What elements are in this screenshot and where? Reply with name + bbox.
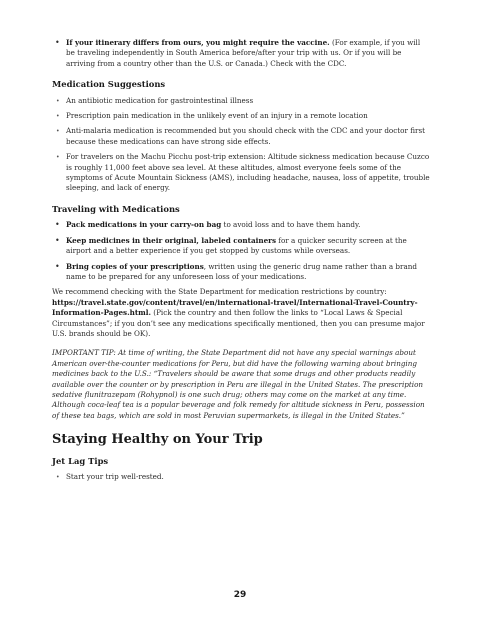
important-tip: IMPORTANT TIP: At time of writing, the State Department did not have any special warnings about American over-the-counter medications for Peru, but did have the following warning about bringing medicines back to the U.S.: “Travelers should be aware that some drugs and other products readily available over the counter or by prescription in Peru are illegal in the United States. The prescription sedative flunitrazepam (Rohypnol) is one such drug; others may come on the market at any time. Although coca-leaf tea is a popular beverage and folk remedy for altitude sickness in Peru, possession of these tea bags, which are sold in most Peruvian supermarkets, is illegal in the United States.” xyxy=(52,348,425,420)
list-item-bold: Pack medications in your carry-on bag xyxy=(66,220,222,230)
list-item xyxy=(52,262,430,283)
list-item xyxy=(52,220,430,230)
list-item xyxy=(52,126,430,147)
bullet-icon: • xyxy=(55,220,60,230)
list-item xyxy=(52,472,430,482)
list-item xyxy=(52,111,430,121)
traveling-list xyxy=(52,220,430,282)
list-item-text: Anti-malaria medication is recommended but you should check with the CDC and your doctor first because these medications can have strong side effects. xyxy=(66,126,426,146)
traveling-heading: Traveling with Medications xyxy=(52,203,180,214)
list-item-text: Start your trip well-rested. xyxy=(66,472,164,481)
list-item-text: to avoid loss and to have them handy. xyxy=(221,220,361,230)
list-item-bold: Bring copies of your prescriptions xyxy=(66,261,204,271)
medication-heading: Medication Suggestions xyxy=(52,79,166,90)
list-item xyxy=(52,96,430,106)
list-item-text: for a quicker security screen at the airport and a better experience if you get stopped by customs while overseas. xyxy=(66,235,407,256)
list-item-text: (For example, if you will be traveling independently in South America before/after your trip with us. Or if you will be arriving from a country other than the U.S. or Canada.) Check with the CDC. xyxy=(66,38,421,68)
bullet-icon: • xyxy=(56,97,60,105)
jetlag-list xyxy=(52,472,430,482)
page-number: 29 xyxy=(233,590,247,600)
medication-list xyxy=(52,96,430,194)
bullet-icon: • xyxy=(56,113,60,121)
list-item-text: Prescription pain medication in the unlikely event of an injury in a remote location xyxy=(66,111,368,121)
section-title: Staying Healthy on Your Trip xyxy=(52,432,263,448)
list-item xyxy=(52,38,430,69)
vaccine-list xyxy=(52,38,430,69)
page-content xyxy=(52,38,430,487)
state-department-link[interactable]: https://travel.state.gov/content/travel/en/international-travel/International-Travel-Country-Information-Pages.html. xyxy=(52,297,418,318)
bullet-icon: • xyxy=(55,261,60,271)
list-item-bold: If your itinerary differs from ours, you might require the vaccine. xyxy=(66,38,330,47)
bullet-icon: • xyxy=(56,154,60,162)
bullet-icon: • xyxy=(56,128,60,136)
list-item xyxy=(52,236,430,257)
list-item-bold: Keep medicines in their original, labeled containers xyxy=(66,235,276,245)
bullet-icon: • xyxy=(56,474,60,481)
paragraph-intro: We recommend checking with the State Department for medication restrictions by country: xyxy=(52,287,387,297)
state-department-paragraph xyxy=(52,287,430,339)
list-item-text: , written using the generic drug name rather than a brand name to be prepared for any unforeseen loss of your medications. xyxy=(66,261,417,281)
bullet-icon: • xyxy=(55,38,60,47)
jetlag-heading: Jet Lag Tips xyxy=(52,455,109,466)
paragraph-rest: (Pick the country and then follow the links to “Local Laws & Special Circumstances”; if you don’t see any medications specifically mentioned, then you can presume major U.S. brands should be OK). xyxy=(52,308,425,338)
bullet-icon: • xyxy=(55,235,60,245)
list-item-text: For travelers on the Machu Picchu post-trip extension: Altitude sickness medication because Cuzco is roughly 11,000 feet above sea level. At these altitudes, almost everyone feels some of the symptoms of Acute Mountain Sickness (AMS), including headache, nausea, loss of appetite, trouble sleeping, and lack of energy. xyxy=(66,152,430,193)
list-item xyxy=(52,152,430,194)
list-item-text: An antibiotic medication for gastrointestinal illness xyxy=(66,95,254,105)
